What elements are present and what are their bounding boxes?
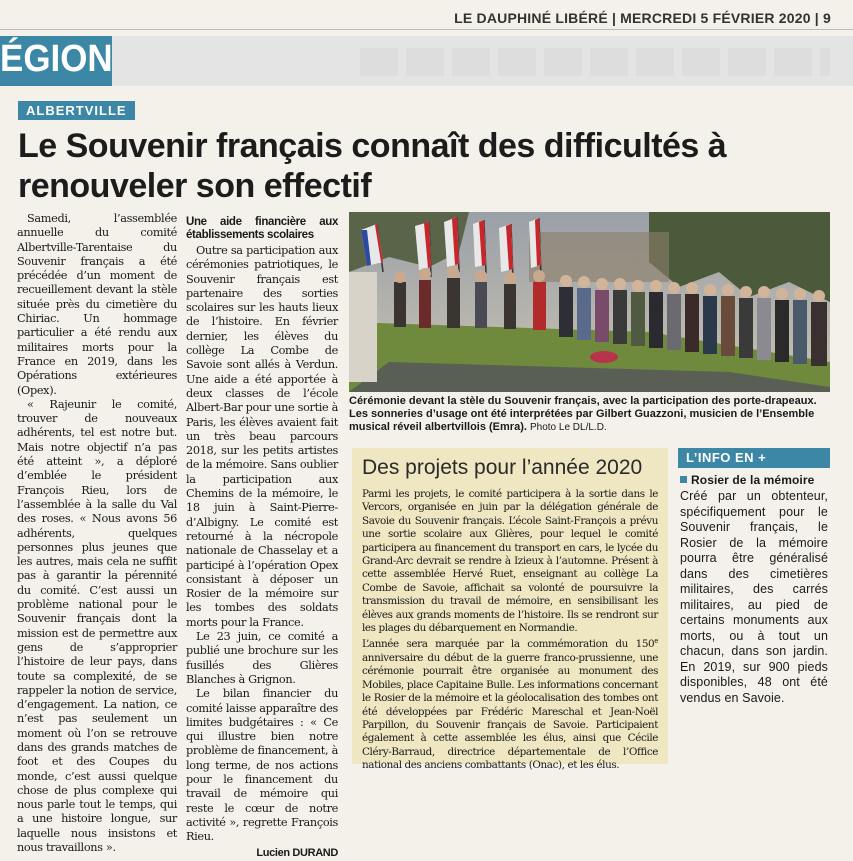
article-headline: Le Souvenir français connaît des difficultés à renouveler son effectif [18,127,727,205]
section-title: ÉGION [0,38,113,80]
ceremony-photo [349,212,830,392]
info-heading-text: Rosier de la mémoire [691,473,815,487]
masthead [0,0,853,30]
paragraph: Le 23 juin, ce comité a publié une brochure sur les fusillés des Glières Blanches à Grignon. [186,630,338,686]
paragraph: Outre sa participation aux cérémonies patriotiques, le Souvenir français est partenaire des sorties scolaires sur les hauts lieux de l’histoire. En février dernier, les élèves du collège La Combe de Savoie sont allés à Verdun. Une aide a été apportée à deux classes de l’école Albert-Bar pour une sortie à Paris, les élèves avaient fait un très beau parcours 2018, sur les petits artistes de la mémoire. Sans oublier la participation aux Chemins de la mémoire, le 18 juin à Saint-Pierre-d’Albigny. Le comité est retourné à la nécropole nationale de Chasselay et a participé à l’opération Opex consistant à déposer un Rosier de la mémoire sur les tombes des soldats morts pour la France. [186,244,338,629]
article-column-1 [17,212,177,855]
text-segment: anniversaire du début de la guerre franco-prussienne, une cérémonie pourrait être organisée au monument des Mobiles, place Capitaine Bulle. Les informations concernant le Rosier de la mémoire et la géolocalisation des tombes ont été développées par Frédéric Mareschal et Jean-Noël Parpillon, du Souvenir français de Savoie. Participaient également à cette assemblée les élus, ainsi que Cécile Cléry-Barraud, directrice départementale de l’Office national des anciens combattants (Onac), et les élus. [362,651,658,772]
paragraph: Parmi les projets, le comité participera à la sortie dans le Vercors, organisée en juin par la délégation générale de Savoie du Souvenir français. L’école Saint-François a prévu une sortie scolaire aux Glières, pour lequel le comité participera au financement du transport en cars, le lycée du Grand-Arc devrait se rendre à Izieux à l’automne. Présent à cette assemblée Hervé Ruet, enseignant au collège La Combe de Savoie, affichait sa volonté de poursuivre la transmission du travail de mémoire, en sensibilisant les élèves aux grands moments de l’histoire. Ils se rendront sur les plages du débarquement en Normandie. [362,488,658,635]
paragraph: Samedi, l’assemblée annuelle du comité Albertville-Tarentaise du Souvenir français a été précédée d’un moment de recueillement devant la stèle située près du cimetière du Chiriac. Un hommage particulier a été rendu aux militaires morts pour la France en 2019, dans les Opérations extérieures (Opex). [17,212,177,397]
paragraph: « Rajeunir le comité, trouver de nouveaux adhérents, tel est notre but. Mais notre objectif n’a pas été atteint », a déploré d’emblée le président François Rieu, lors de l’assemblée à la salle du Val des roses. « Nous avons 56 adhérents, quelques personnes plus jeunes que les autres, mais cela ne suffit pas à garantir la pérennité du comité. C’est aussi un problème national pour le Souvenir français dont la mission est de permettre aux gens de s’approprier l’histoire de leur pays, dans toute sa complexité, de se rappeler la notion de service, d’engagement. La nation, ce n’est pas seulement un moment où l’on se retrouve dans des grands matches de foot et des Coupes du monde, c’est aussi quelque chose de plus complexe qui nous parle tout le temps, qui a une histoire longue, sur laquelle nous insistons et nous travaillons ». [17,397,177,855]
info-box [680,474,828,706]
text-segment: L’année sera marquée par la commémoration du 150 [362,638,655,651]
bullet-square-icon [680,476,687,483]
bleed-through-texture [360,48,830,76]
photo-credit: Photo Le DL/L.D. [529,422,607,433]
paragraph [362,635,658,772]
info-tab: L’INFO EN + [678,448,830,468]
projects-box-title: Des projets pour l’année 2020 [362,456,643,479]
column-subhead: Une aide financière aux établissements scolaires [186,216,338,241]
location-kicker: ALBERTVILLE [18,101,135,120]
masthead-text: LE DAUPHINÉ LIBÉRÉ | MERCREDI 5 FÉVRIER 2020 | 9 [454,10,831,26]
projects-box-text [362,488,658,773]
article-column-2 [186,216,338,861]
author-signature: Lucien DURAND [256,847,338,860]
info-text: Créé par un obtenteur, spécifiquement pour le Souvenir français, le Rosier de la mémoire pourra être généralisé dans des cimetières militaires, des carrés militaires, au pied de certains monuments aux morts, ou à tout un chacun, dans son jardin. En 2019, sur 900 pieds disponibles, 48 ont été vendus en Savoie. [680,489,828,705]
caption-text: Cérémonie devant la stèle du Souvenir français, avec la participation des porte-drapeaux. Les sonneries d’usage ont été interprétées par Gilbert Guazzoni, musicien de l’Ensemble musical réveil albertvillois (Emra). [349,395,817,433]
ceremony-photo-illustration [349,212,830,392]
info-heading [680,474,828,487]
projects-box [352,448,668,772]
superscript: e [654,637,658,646]
paragraph: Le bilan financier du comité laisse apparaître des limites budgétaires : « Ce qui illustre bien notre problème de financement, à long terme, de nos actions pour le financement du travail de mémoire qui reste le cœur de notre activité », regrette François Rieu. [186,687,338,844]
photo-caption [349,395,830,434]
